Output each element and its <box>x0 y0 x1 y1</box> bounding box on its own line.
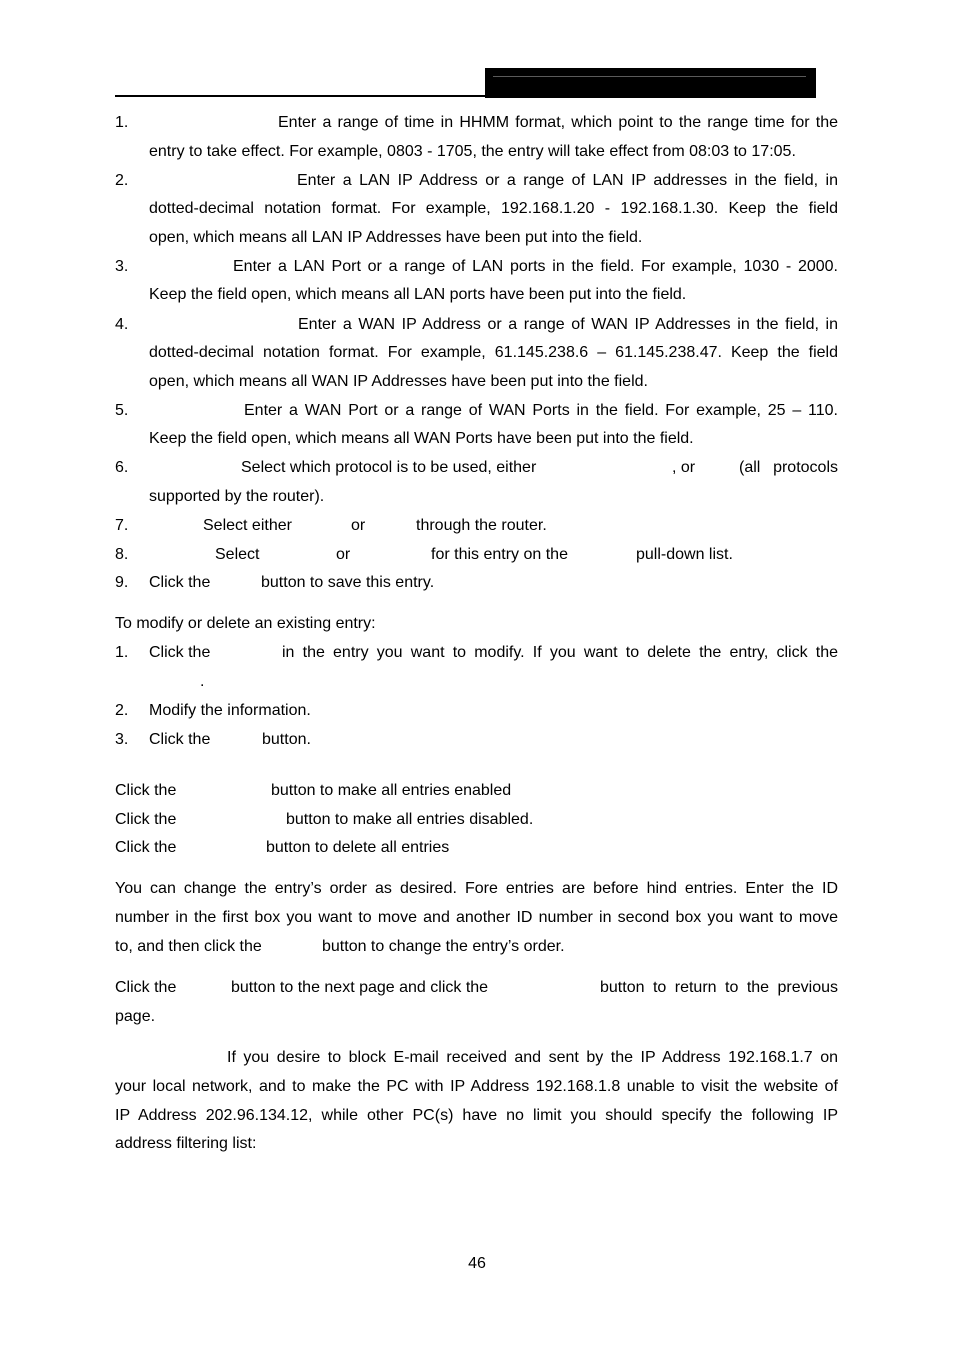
example-para-line-3: IP Address 202.96.134.12, while other PC(s) have no limit you should specify the following IP <box>115 1107 838 1124</box>
step-number: 8. <box>115 546 129 563</box>
enable-all-text-a: Click the <box>115 782 177 799</box>
step-7-text-a: Select either <box>203 517 292 534</box>
step-8-text-d: pull-down list. <box>636 546 733 563</box>
step-number: 3. <box>115 258 129 275</box>
disable-all-text-a: Click the <box>115 811 177 828</box>
delete-all-text-a: Click the <box>115 839 177 856</box>
nav-para-line-2: page. <box>115 1008 156 1025</box>
order-para-line-1: You can change the entry’s order as desired. Fore entries are before hind entries. Enter the ID <box>115 880 838 897</box>
step-3-line-2: Keep the field open, which means all LAN ports have been put into the field. <box>149 286 687 303</box>
step-6-line-2: supported by the router). <box>149 488 325 505</box>
step-number: 9. <box>115 574 129 591</box>
order-para-line-2: number in the first box you want to move and another ID number in second box you want to move <box>115 909 838 926</box>
step-7-text-c: through the router. <box>416 517 547 534</box>
step-number: 1. <box>115 114 129 131</box>
modify-step-3-text-a: Click the <box>149 731 211 748</box>
enable-all-text-b: button to make all entries enabled <box>271 782 512 799</box>
nav-para-text-c: button to return to the previous <box>600 979 838 996</box>
step-4-line-2: dotted-decimal notation format. For example, 61.145.238.6 – 61.145.238.47. Keep the field <box>149 344 838 361</box>
step-number: 2. <box>115 172 129 189</box>
example-para-line-1: If you desire to block E-mail received and sent by the IP Address 192.168.1.7 on <box>227 1049 838 1066</box>
step-4-line-3: open, which means all WAN IP Addresses have been put into the field. <box>149 373 648 390</box>
step-1-line-2: entry to take effect. For example, 0803 - 1705, the entry will take effect from 08:03 to 17:05. <box>149 143 796 160</box>
modify-step-1-line-2: . <box>200 673 205 690</box>
step-2-line-1: Enter a LAN IP Address or a range of LAN IP addresses in the field, in <box>297 172 838 189</box>
nav-para-text-b: button to the next page and click the <box>231 979 489 996</box>
page-number: 46 <box>468 1255 486 1272</box>
modify-intro: To modify or delete an existing entry: <box>115 615 376 632</box>
modify-step-2-text: Modify the information. <box>149 702 311 719</box>
step-8-text-c: for this entry on the <box>431 546 568 563</box>
step-9-text-a: Click the <box>149 574 211 591</box>
step-5-line-1: Enter a WAN Port or a range of WAN Ports in the field. For example, 25 – 110. <box>244 402 838 419</box>
step-2-line-2: dotted-decimal notation format. For example, 192.168.1.20 - 192.168.1.30. Keep the field <box>149 200 838 217</box>
step-9-text-b: button to save this entry. <box>261 574 435 591</box>
step-6-text-a: Select which protocol is to be used, either <box>241 459 537 476</box>
nav-para-text-a: Click the <box>115 979 177 996</box>
step-number: 6. <box>115 459 129 476</box>
step-1-line-1: Enter a range of time in HHMM format, which point to the range time for the <box>278 114 838 131</box>
example-para-line-2: your local network, and to make the PC with IP Address 192.168.1.8 unable to visit the website of <box>115 1078 838 1095</box>
step-8-text-b: or <box>336 546 351 563</box>
example-para-line-4: address filtering list: <box>115 1135 257 1152</box>
order-para-line-3a: to, and then click the <box>115 938 262 955</box>
step-number: 3. <box>115 731 129 748</box>
step-5-line-2: Keep the field open, which means all WAN Ports have been put into the field. <box>149 430 694 447</box>
step-4-line-1: Enter a WAN IP Address or a range of WAN IP Addresses in the field, in <box>298 316 838 333</box>
step-7-text-b: or <box>351 517 366 534</box>
step-number: 5. <box>115 402 129 419</box>
step-number: 7. <box>115 517 129 534</box>
step-2-line-3: open, which means all LAN IP Addresses have been put into the field. <box>149 229 643 246</box>
header-bar <box>485 68 816 98</box>
delete-all-text-b: button to delete all entries <box>266 839 450 856</box>
disable-all-text-b: button to make all entries disabled. <box>286 811 534 828</box>
modify-step-3-text-b: button. <box>262 731 311 748</box>
step-8-text-a: Select <box>215 546 260 563</box>
step-6-text-c: (all protocols <box>739 459 838 476</box>
step-number: 2. <box>115 702 129 719</box>
step-number: 1. <box>115 644 129 661</box>
step-number: 4. <box>115 316 129 333</box>
order-para-line-3b: button to change the entry’s order. <box>322 938 565 955</box>
modify-step-1-text-a: Click the <box>149 644 211 661</box>
step-6-text-b: , or <box>672 459 696 476</box>
step-3-line-1: Enter a LAN Port or a range of LAN ports in the field. For example, 1030 - 2000. <box>233 258 838 275</box>
header-rule <box>115 95 487 97</box>
modify-step-1-text-b: in the entry you want to modify. If you want to delete the entry, click the <box>282 644 838 661</box>
